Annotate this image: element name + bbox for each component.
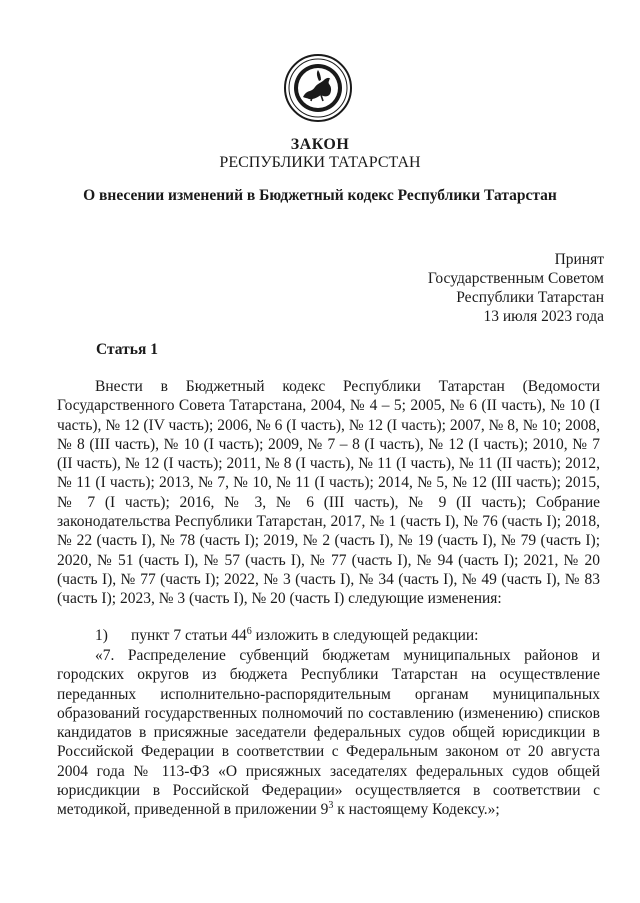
list-item-text-end: изложить в следующей редакции:: [251, 627, 479, 644]
list-item-number: 1): [95, 627, 108, 644]
article-intro-paragraph: Внести в Бюджетный кодекс Республики Татарстан (Ведомости Государственного Совета Татарстана, 2004, № 4 – 5; 2005, № 6 (II часть), № 10 (I часть), № 12 (IV часть); 2006, № 6 (I часть), № 12 (I часть); 2007, № 8, № 10; 2008, № 8 (III часть), № 10 (I часть); 2009, № 7 – 8 (I часть), № 12 (I часть); 2010, № 7 (II часть), № 12 (I часть); 2011, № 8 (I часть), № 11 (I часть), № 11 (II часть); 2012, № 11 (I часть); 2013, № 7, № 10, № 11 (I часть); 2014, № 5, № 12 (III часть); 2015, № 7 (I часть); 2016, № 3, № 6 (III часть), № 9 (II часть); Собрание законодательства Республики Татарстан, 2017, № 1 (часть I), № 76 (часть I); 2018, № 22 (часть I), № 78 (часть I); 2019, № 2 (часть I), № 19 (часть I), № 79 (часть I); 2020, № 51 (часть I), № 57 (часть I), № 77 (часть I), № 94 (часть I); 2021, № 20 (часть I), № 77 (часть I); 2022, № 3 (часть I), № 34 (часть I), № 49 (часть I), № 83 (часть I); 2023, № 3 (часть I), № 20 (часть I) следующие изменения:: [57, 378, 600, 608]
quoted-text-end: к настоящему Кодексу.»;: [333, 801, 500, 819]
superscript: 3: [328, 800, 334, 812]
tatarstan-emblem-icon: [283, 53, 353, 123]
quoted-text: «7. Распределение субвенций бюджетам муниципальных районов и городских округов из бюджета Республики Татарстан на осуществление переданных исполнительно-распорядительным органам муниципальных образований государственных полномочий по составлению (изменению) списков кандидатов в присяжные заседатели федеральных судов общей юрисдикции в Российской Федерации в соответствии с Федеральным законом от 20 августа 2004 года № 113-ФЗ «О присяжных заседателях федеральных судов общей юрисдикции в Российской Федерации» осуществляется в соответствии с методикой, приведенной в приложении 9: [57, 647, 600, 819]
list-item-text: пункт 7 статьи 44: [131, 627, 247, 644]
law-subject: О внесении изменений в Бюджетный кодекс Республики Татарстан: [83, 187, 557, 204]
quoted-paragraph: [57, 646, 600, 820]
adoption-line: Принят: [554, 251, 604, 268]
adoption-line: Республики Татарстан: [456, 289, 604, 306]
superscript: 6: [246, 625, 252, 637]
law-title: ЗАКОН: [290, 136, 350, 153]
adoption-line: Государственным Советом: [427, 270, 604, 287]
article-heading: Статья 1: [96, 341, 158, 358]
adoption-date: 13 июля 2023 года: [483, 308, 604, 325]
adoption-block: [428, 250, 604, 326]
law-title-republic: РЕСПУБЛИКИ ТАТАРСТАН: [219, 154, 421, 171]
list-item: [95, 627, 479, 645]
